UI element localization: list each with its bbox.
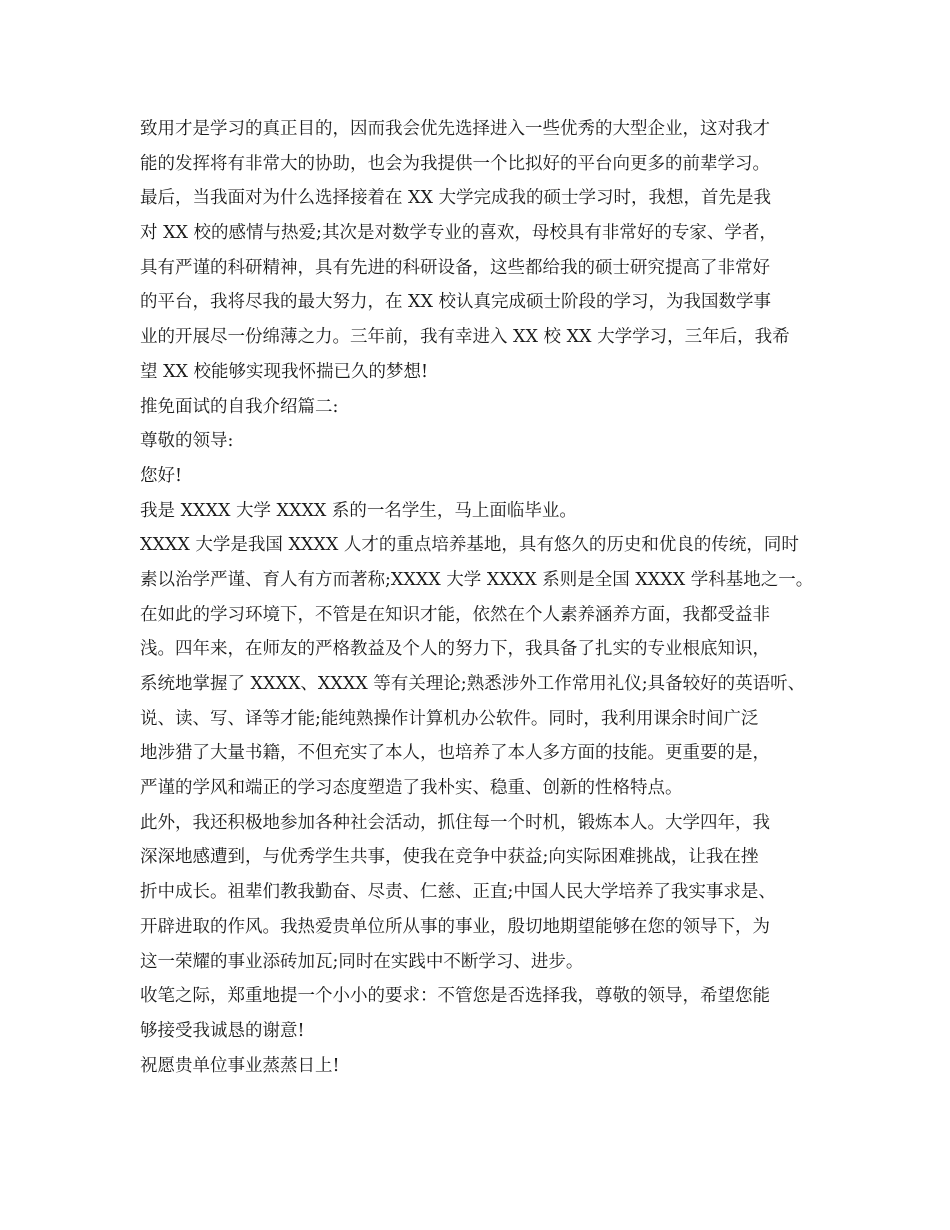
text-line: 能的发挥将有非常大的协助，也会为我提供一个比拟好的平台向更多的前辈学习。	[140, 153, 770, 174]
section-heading: 推免面试的自我介绍篇二:	[140, 396, 339, 417]
text-line: 说、读、写、译等才能;能纯熟操作计算机办公软件。同时，我利用课余时间广泛	[140, 708, 759, 729]
text-line: XXXX 大学是我国 XXXX 人才的重点培养基地，具有悠久的历史和优良的传统，同时	[140, 535, 799, 556]
text-line: 严谨的学风和端正的学习态度塑造了我朴实、稳重、创新的性格特点。	[140, 778, 683, 799]
text-line: 业的开展尽一份绵薄之力。三年前，我有幸进入 XX 校 XX 大学学习，三年后，我希	[140, 327, 790, 348]
document-body	[140, 112, 820, 1083]
text-line: 在如此的学习环境下，不管是在知识才能，依然在个人素养涵养方面，我都受益非	[140, 604, 770, 625]
text-line: 深深地感遭到，与优秀学生共事，使我在竞争中获益;向实际困难挑战，让我在挫	[140, 847, 759, 868]
text-line: 最后，当我面对为什么选择接着在 XX 大学完成我的硕士学习时，我想，首先是我	[140, 188, 772, 209]
text-line: 折中成长。祖辈们教我勤奋、尽责、仁慈、正直;中国人民大学培养了我实事求是、	[140, 882, 776, 903]
text-line: 地涉猎了大量书籍，不但充实了本人，也培养了本人多方面的技能。更重要的是，	[140, 743, 770, 764]
text-line: 的平台，我将尽我的最大努力，在 XX 校认真完成硕士阶段的学习，为我国数学事	[140, 292, 772, 313]
closing-line: 祝愿贵单位事业蒸蒸日上!	[140, 1055, 340, 1076]
text-line: 致用才是学习的真正目的，因而我会优先选择进入一些优秀的大型企业，这对我才	[140, 119, 770, 139]
text-line: 素以治学严谨、育人有方而著称;XXXX 大学 XXXX 系则是全国 XXXX 学科基地之一。	[140, 569, 814, 590]
text-line: 收笔之际，郑重地提一个小小的要求：不管您是否选择我，尊敬的领导，希望您能	[140, 986, 770, 1007]
text-line: 够接受我诚恳的谢意!	[140, 1020, 305, 1041]
text-line: 此外，我还积极地参加各种社会活动，抓住每一个时机，锻炼本人。大学四年，我	[140, 812, 770, 833]
text-line: 系统地掌握了 XXXX、XXXX 等有关理论;熟悉涉外工作常用礼仪;具备较好的英语听、	[140, 674, 806, 694]
text-line: 我是 XXXX 大学 XXXX 系的一名学生，马上面临毕业。	[140, 500, 577, 521]
text-line: 这一荣耀的事业添砖加瓦;同时在实践中不断学习、进步。	[140, 951, 584, 972]
text-line: 望 XX 校能够实现我怀揣已久的梦想!	[140, 361, 429, 382]
text-line: 对 XX 校的感情与热爱;其次是对数学专业的喜欢，母校具有非常好的专家、学者，	[140, 223, 777, 244]
salutation: 尊敬的领导:	[140, 431, 234, 452]
text-line: 开辟进取的作风。我热爱贵单位所从事的事业，殷切地期望能够在您的领导下，为	[140, 916, 770, 937]
text-line: 浅。四年来，在师友的严格教益及个人的努力下，我具备了扎实的专业根底知识，	[140, 639, 770, 660]
text-line: 具有严谨的科研精神，具有先进的科研设备，这些都给我的硕士研究提高了非常好	[140, 257, 770, 278]
greeting: 您好!	[140, 465, 183, 486]
